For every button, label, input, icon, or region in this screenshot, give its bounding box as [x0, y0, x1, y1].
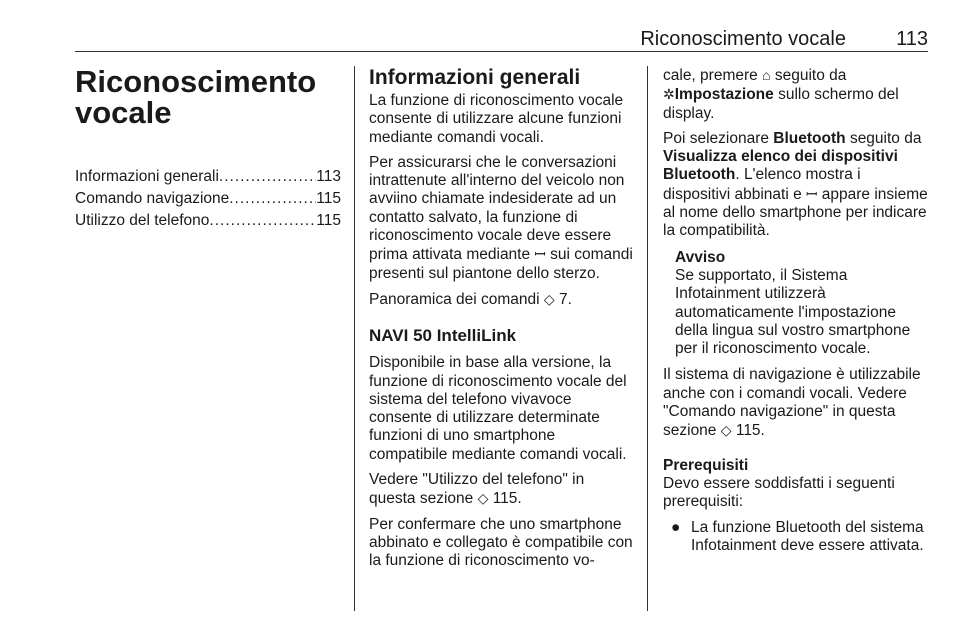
bullet-icon: ●	[671, 518, 681, 536]
paragraph: Disponibile in base alla versione, la funzione di riconoscimento vocale del sistema del telefono vivavoce consente di utilizzare determinate funzioni di uno smartphone compatibile mediante comandi vocali.	[369, 354, 627, 463]
column-divider	[354, 66, 355, 611]
paragraph: Devo essere soddisfatti i seguenti prerequisiti:	[663, 474, 895, 511]
paragraph: Per confermare che uno smartphone abbinato e collegato è compatibile con la funzione di riconoscimento vo-	[369, 515, 633, 570]
cross-reference[interactable]: Vedere "Utilizzo del telefono" in questa sezione ◇ 115.	[369, 471, 585, 508]
page-header	[75, 26, 928, 52]
header-title: Riconoscimento vocale	[640, 28, 846, 50]
toc-item-label: Informazioni generali	[75, 168, 219, 185]
home-icon: ⌂	[762, 67, 771, 83]
chapter-title: Riconoscimento vocale	[75, 64, 317, 130]
toc-leader-dots	[229, 188, 316, 210]
toc-item-page: 115	[316, 212, 341, 229]
paragraph: La funzione di riconoscimento vocale consente di utilizzare alcune funzioni mediante comandi vocali.	[369, 92, 624, 146]
note-title: Avviso	[675, 248, 726, 266]
header-rule	[75, 51, 928, 52]
content-column-2	[369, 66, 634, 578]
cross-reference[interactable]: Panoramica dei comandi ◇ 7.	[369, 290, 572, 308]
header-page-number: 113	[896, 28, 928, 50]
paragraph: Per assicurarsi che le conversazioni intrattenute all'interno del veicolo non avviino chiamate indesiderate ad un contatto salvato, la funzione di riconoscimento vocale deve essere prima attivata mediante ꟷ sui comandi presenti sul piantone dello sterzo.	[369, 153, 633, 282]
menu-label: Impostazione	[674, 86, 774, 104]
content-column-3	[663, 66, 928, 555]
toc-item[interactable]	[75, 210, 341, 232]
toc-item[interactable]	[75, 166, 341, 188]
toc-leader-dots	[219, 166, 316, 188]
section-title: Informazioni generali	[369, 66, 581, 89]
list-item: ● La funzione Bluetooth del sistema Infotainment deve essere attivata.	[671, 518, 924, 554]
arrow-icon: ◇	[477, 490, 489, 507]
arrow-icon: ◇	[543, 290, 555, 307]
toc-item-page: 115	[316, 190, 341, 207]
note-box	[675, 249, 928, 359]
toc-item-label: Comando navigazione	[75, 190, 230, 207]
cross-reference[interactable]: Il sistema di navigazione è utilizzabile anche con i comandi vocali. Vedere "Comando navigazione" in questa sezione ◇ 115.	[663, 366, 921, 440]
toc-item-page: 113	[316, 168, 341, 185]
toc-item[interactable]	[75, 188, 341, 210]
paragraph: cale, premere ⌂ seguito da ✲Impostazione sullo schermo del display.	[663, 67, 899, 122]
voice-icon: ꟷ	[534, 246, 546, 263]
paragraph: Poi selezionare Bluetooth seguito da Visualizza elenco dei dispositivi Bluetooth. L'elenco mostra i dispositivi abbinati e ꟷ appare insieme al nome dello smartphone per indicare la compatibilità.	[663, 129, 928, 240]
toc-item-label: Utilizzo del telefono	[75, 212, 210, 229]
minor-title: Prerequisiti	[663, 456, 749, 474]
gear-icon: ✲	[663, 86, 675, 103]
toc-leader-dots	[209, 210, 316, 232]
arrow-icon: ◇	[720, 422, 732, 439]
voice-icon: ꟷ	[806, 185, 818, 202]
subsection-title: NAVI 50 IntelliLink	[369, 326, 517, 346]
note-text: Se supportato, il Sistema Infotainment utilizzerà automaticamente l'impostazione della lingua sul vostro smartphone per il riconoscimento vocale.	[675, 266, 911, 358]
toc-column	[75, 66, 341, 232]
column-divider	[647, 66, 648, 611]
